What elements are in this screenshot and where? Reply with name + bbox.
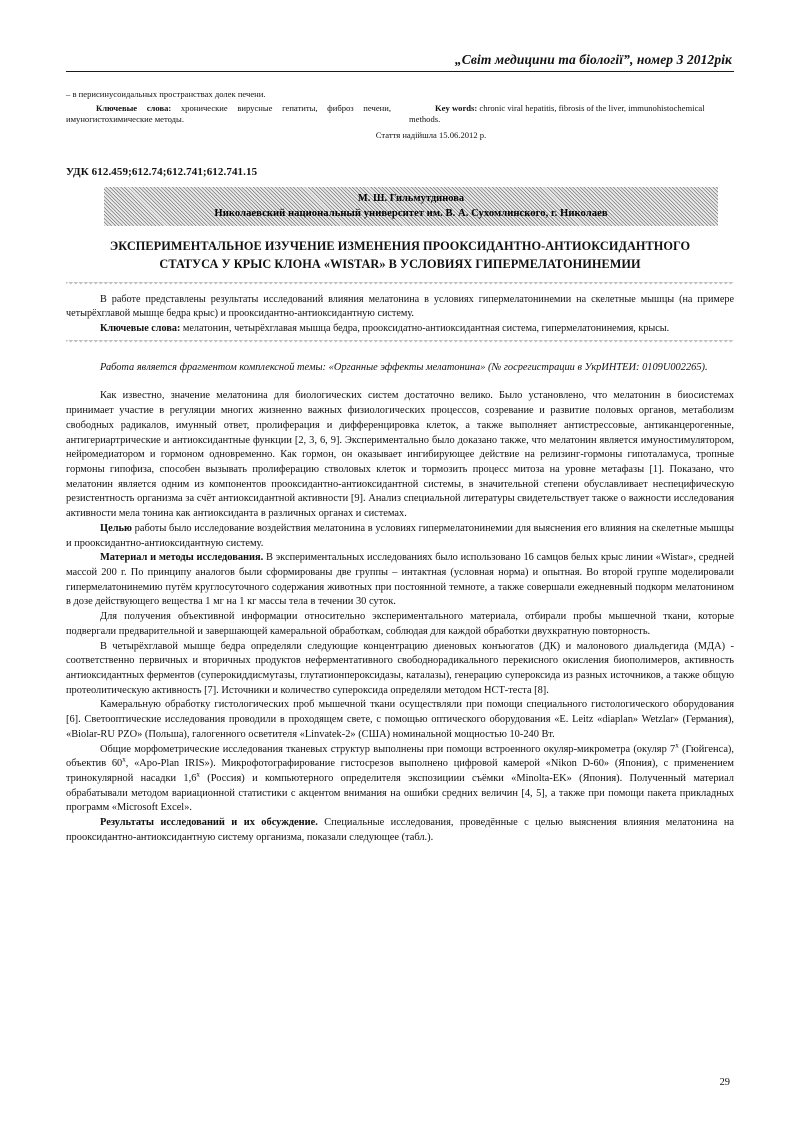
abstract-keywords-label: Ключевые слова: <box>100 322 181 334</box>
body-paragraph-4: Для получения объективной информации относительно экспериментального материала, отбирали пробы мышечной ткани, которые подвергали предварительной и завершающей камеральной обработкам, соблюдая для каждой обработки двухкратную повторность. <box>66 611 734 637</box>
body-paragraph-3-lead: Материал и методы исследования. <box>100 552 264 564</box>
author-affiliation-box <box>104 187 718 226</box>
author-name: М. Ш. Гильмутдинова <box>357 192 465 204</box>
body-paragraph-3-text: В экспериментальных исследованиях было использовано 16 самцов белых крыс линии «Wistar», средней массой 200 г. По принципу аналогов были сформированы две группы – интактная (условная норма) и опытная. Во второй группе моделировали гипермелатонинемию путём круглосуточного содержания животных при постоянной темноте, а также совершали ежедневный подкорм мелатонином в дозе действующего вещества 1 мг на 1 кг массы тела в течении 30 суток. <box>66 552 734 608</box>
body-paragraph-7-part-b: (Гюйгенса), объектив 60 <box>66 743 734 770</box>
body-paragraph-2-lead: Целью <box>100 522 132 534</box>
keywords-en-paragraph <box>409 103 734 126</box>
body-paragraph-7-part-a: Общие морфометрические исследования тканевых структур выполнены при помощи встроенного окуляр-микрометра (окуляр 7 <box>100 743 676 755</box>
page-title <box>74 238 726 273</box>
body-paragraph-7 <box>66 743 734 817</box>
article-body <box>66 389 734 845</box>
abstract-keywords-text: мелатонин, четырёхглавая мышца бедра, прооксидатно-антиоксидантная система, гипермелатонинемия, крысы. <box>180 322 670 334</box>
zigzag-divider-bottom <box>66 340 734 345</box>
previous-article-last-line: – в перисинусоидальных пространствах долек печени. <box>66 89 266 100</box>
keywords-columns <box>66 103 734 126</box>
udk-code: УДК 612.459;612.74;612.741;612.741.15 <box>66 165 258 178</box>
magnification-superscript-2: x <box>122 755 126 764</box>
running-header-title: „Світ медицини та біології”, номер 3 2012рік <box>454 52 732 67</box>
keywords-en-text: chronic viral hepatitis, fibrosis of the liver, immunohistochemical methods. <box>409 102 705 125</box>
page-number: 29 <box>719 1077 730 1088</box>
fragment-note: Работа является фрагментом комплексной темы: «Органные эффекты мелатонина» (№ госрегистрации в УкрИНТЕИ: 0109U002265). <box>100 361 708 373</box>
header-rule <box>66 71 734 72</box>
magnification-superscript-1: x <box>675 741 679 750</box>
received-date: Стаття надійшла 15.06.2012 р. <box>375 129 487 140</box>
body-paragraph-8 <box>66 816 734 845</box>
keywords-ru-label: Ключевые слова: <box>96 102 172 113</box>
keywords-ru-column <box>66 103 391 126</box>
page-title-line-1: ЭКСПЕРИМЕНТАЛЬНОЕ ИЗУЧЕНИЕ ИЗМЕНЕНИЯ ПРООКСИДАНТНО-АНТИОКСИДАНТНОГО <box>109 239 691 254</box>
keywords-en-column <box>409 103 734 126</box>
zigzag-divider-top <box>66 282 734 287</box>
body-paragraph-8-lead: Результаты исследований и их обсуждение. <box>100 817 318 829</box>
abstract-keywords <box>66 322 734 336</box>
body-paragraph-7-part-d: (Россия) и компьютерного определителя экспозициии съёмки «Minolta-EK» (Япония). Полученный материал обрабатывали методом вариационной статистики с акцентом внимания на ошибки средних величин [4, 5], а также при помощи пакета прикладных программ «Microsoft Excel». <box>66 773 734 814</box>
abstract-summary: В работе представлены результаты исследований влияния мелатонина в условиях гипермелатонинемии на скелетные мышцы (на примере четырёхглавой мышце бедра крыс) и прооксидантно-антиоксидантную систему. <box>66 293 734 319</box>
abstract-block <box>66 293 734 336</box>
keywords-ru-text: хронические вирусные гепатиты, фиброз печени, имуногистохимические методы. <box>66 102 391 125</box>
body-paragraph-8-text: Специальные исследования, проведённые с целью выяснения влияния мелатонина на прооксидантно-антиоксидантную систему организма, показали следующее (табл.). <box>66 817 734 843</box>
body-paragraph-3 <box>66 551 734 610</box>
magnification-superscript-3: x <box>196 770 200 779</box>
body-paragraph-6: Камеральную обработку гистологических проб мышечной ткани осуществляли при помощи специального гистологического оборудования [6]. Светооптические исследования проводили в проходящем свете, с помощью оптического оборудования «E. Leitz «diaplan» Wetzlar» (Германия), «Biolar-RU PZO» (Польша), галогенного осветителя «Linvatek-2» (США) номинальной мощностью 10-240 Вт. <box>66 699 734 740</box>
keywords-en-label: Key words: <box>435 102 478 113</box>
body-paragraph-5: В четырёхглавой мышце бедра определяли следующие концентрацию диеновых конъюгатов (ДК) и малонового диальдегида (МДА) - соответственно первичных и вторичных продуктов неферментативного свободнорадикального перекисного окисления биополимеров, активность антиоксидантных ферментов (суперокиддисмутазы, глутатионпероксидазы, каталазы), генерацию супероксида из разных источников, а также общую протеолитическую активность [7]. Источники и количество супероксида определяли методом НСТ-теста [8]. <box>66 640 734 696</box>
keywords-ru-paragraph <box>66 103 391 126</box>
author-affiliation: Николаевский национальный университет им. В. А. Сухомлинского, г. Николаев <box>214 207 608 219</box>
body-paragraph-2-text: работы было исследование воздействия мелатонина в условиях гипермелатонинемии для выяснения его влияния на скелетные мышцы и прооксидантно-антиоксидантную систему. <box>66 522 734 549</box>
body-paragraph-2 <box>66 522 734 551</box>
page-title-line-2: СТАТУСА У КРЫС КЛОНА «WISTAR» В УСЛОВИЯХ ГИПЕРМЕЛАТОНИНЕМИИ <box>159 256 641 271</box>
body-paragraph-1: Как известно, значение мелатонина для биологических систем достаточно велико. Было установлено, что мелатонин в биосистемах принимает участие в регуляции многих жизненно важных физиологических процессов, созревание и развитие половых органов, метаболизм свободных радикалов, имунный ответ, пролиферация и дифференцировка клеток, а также выполняет антистрессовые, антиканцерогенные, антигериартрические и антиоксидантные функции [2, 3, 6, 9]. Экспериментально было доказано также, что мелатонин является имуностимулятором, нейромедиатором и гормоном одновременно. Как гормон, он оказывает ингибирующее действие на релизинг-гормоны гипоталамуса, тропные гормоны гипофиза, способен вызывать пролиферацию стволовых клеток и тормозить процесс митоза на уровне метафазы [1]. Показано, что мелатонин является одним из компонентов прооксидантно-антиоксидантной системы, в значительной степени обуславливает неспецифическую резистентность организма за счёт антиоксидантной активности [9]. Анализ специальной литературы свидетельствует также о важности исследования активности мела тонина как антиоксиданта в различных органах и системах. <box>66 390 734 520</box>
body-paragraph-7-part-c: , «Apo-Plan IRIS»). Микрофотографирование гистосрезов выполнено цифровой камерой «Nikon D-60» (Япония), с применением тринокулярной насадки 1,6 <box>66 758 734 785</box>
